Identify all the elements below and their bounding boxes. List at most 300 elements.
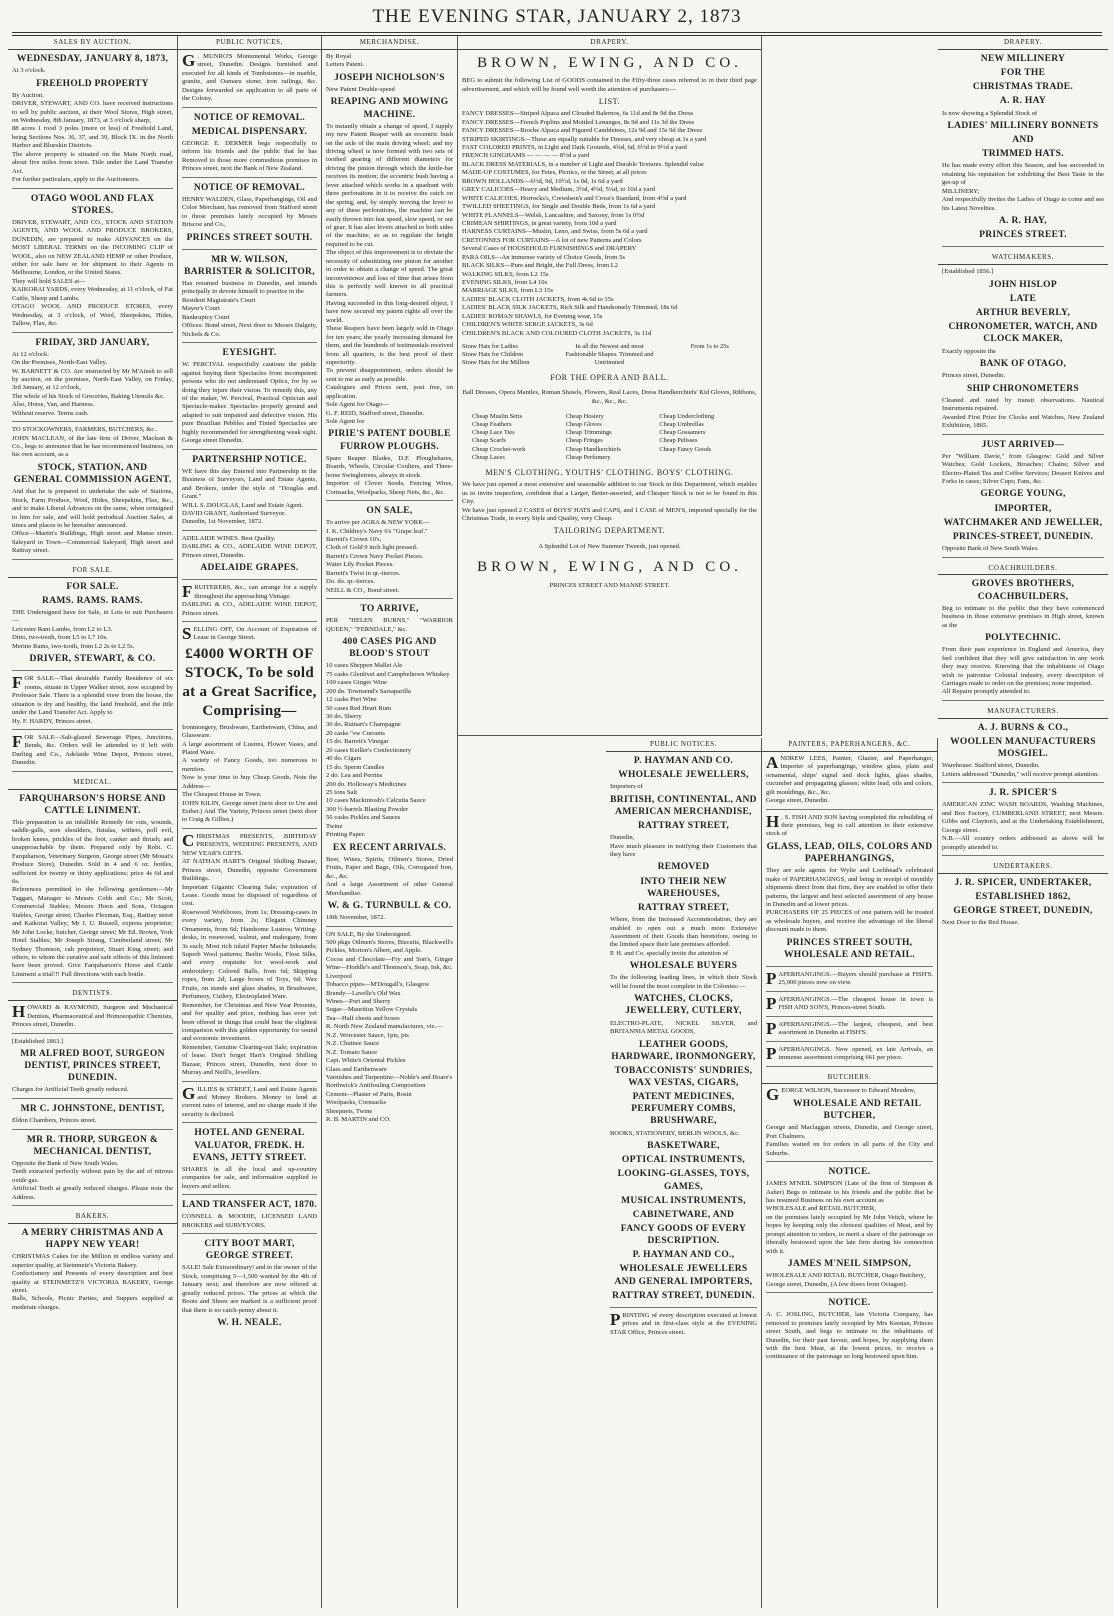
ad-title: JAMES M'NEIL SIMPSON,	[787, 1259, 912, 1270]
column-6	[762, 738, 938, 1608]
ad-text: [Established 1856.]	[942, 268, 994, 276]
advertisement	[942, 439, 1104, 558]
ad-text-rest: . MUNRO'S Monumental Works, George street, Dunedin. Designs furnished and executed for all kinds of Tombstones—in marble, granite, and Oamaru stone; iron railings, &c. Designs forwarded on application to all parts of the Colony.	[182, 52, 317, 103]
ad-text: Important Gigantic Clearing Sale; expiration of Lease. Goods must be disposed of regardless of cost.	[182, 883, 317, 908]
ad-text: Catalogues and Prices sent, post free, on application.	[326, 384, 453, 400]
ad-text: These Reapers have been largely sold in Otago for ten years; the yearly increasing demand for them, and the hundreds of testimonials received from all quarters, is the best proof of their superiority.	[326, 325, 453, 366]
ad-text: DAVID GRANT, Authorised Surveyor.	[182, 509, 286, 517]
column-3	[322, 36, 458, 1608]
drop-cap: P	[766, 1043, 777, 1063]
ad-text: Importer of Clover Seeds, Fencing Wires, Cornsacks, Woolpacks, Sheep Nets, &c., &c.	[326, 480, 453, 496]
ad-text: From their past experience in England and America, they feel confident that they will give satisfaction in any work they may receive. Knowing that the inhabitants of Otago wish to patronise Colonial industry, every description of Carriages made to order on the premises; none imported.	[942, 646, 1104, 687]
ad-text: And a large Assortment of other General Merchandise.	[326, 881, 453, 897]
advertisement	[182, 50, 317, 108]
ad-text: Wines—Port and Sherry	[326, 998, 391, 1006]
ad-title: FRIDAY, 3RD JANUARY,	[35, 337, 150, 348]
ad-title: RATTRAY STREET,	[637, 902, 730, 913]
ad-text: JAMES M'NEIL SIMPSON (Late of the firm of Simpson & Asher) Begs to intimate to his friends and the public that he has resumed Business on his own account as	[766, 1180, 933, 1204]
advertisement	[942, 722, 1104, 783]
ad-text: Awarded First Prize for Clocks and Watches, New Zealand Exhibition, 1865.	[942, 413, 1104, 430]
ad-text: JOHN KILIN, George street (next door to Ure and Esther.) And The Variety, Princes street (next door to Craig & Gillies.)	[182, 799, 317, 824]
list-item: HARNESS CURTAINS—Muslin, Leno, and Swiss, from 5s 6d a yard	[462, 228, 648, 236]
ad-text: Tobacco pipes—M'Dougall's, Glasgow	[326, 981, 430, 989]
drop-cap: F	[12, 731, 23, 751]
drop-cap: P	[766, 969, 777, 989]
ad-text-rest: ELLING OFF, On Account of Expiration of Lease in George Street.	[193, 626, 317, 642]
ad-text-rest: RUITERERS, &c., can arrange for a supply throughout the approaching Vintage.	[194, 584, 317, 600]
ad-title: NOTICE OF REMOVAL.	[193, 112, 306, 123]
cheap-item: Cheap Perfumery	[565, 453, 611, 461]
drapery-intro: BEG to submit the following List of GOODS contained in the Fifty-three cases referred to in their third page advertisement, and which will be found well worth the attention of purchasers:—	[462, 77, 757, 93]
cheap-item: Cheap Scarfs	[472, 437, 506, 445]
clothing-text: We have just opened a most extensive and seasonable addition to our Stock in this Department, which enables us to invite inspection, confident that a Larger, Better-assorted, and Cheaper Stock is not to be found in this City.	[462, 481, 757, 506]
ad-text: Glass and Earthenware	[326, 1065, 387, 1073]
ad-text: To arrive per AGRA & NEW YORK—	[326, 519, 430, 527]
ad-title: RAMS. RAMS. RAMS.	[42, 595, 143, 606]
ad-text: Brandy—Lavelle's Old Wax	[326, 989, 401, 997]
section-heading: BAKERS.	[8, 1210, 177, 1224]
ad-text: Teeth extracted perfectly without pain by the aid of nitrous oxide gas.	[12, 1168, 173, 1184]
ad-text: Balls, Schools, Picnic Parties, and Suppers supplied at moderate charges.	[12, 1295, 173, 1311]
ad-text: George street, Dunedin.	[766, 797, 829, 805]
ad-title: A MERRY CHRISTMAS AND A HAPPY NEW YEAR!	[21, 1227, 164, 1251]
ad-text: Tea—Half chests and boxes	[326, 1014, 400, 1022]
ad-text: By Royal	[326, 52, 352, 60]
cheap-item: Cheap Feathers	[472, 421, 512, 429]
ad-title: CHRONOMETER, WATCH, AND CLOCK MAKER,	[948, 322, 1098, 345]
ad-text: Having succeeded in this long-desired object, I have now secured my patent rights all over the world.	[326, 299, 453, 324]
advertisement	[12, 337, 173, 423]
drop-cap: P	[766, 1018, 777, 1038]
list-item: PARA OILS—An immense variety of Choice Goods, from 5s	[462, 253, 625, 261]
advertisement	[766, 752, 933, 810]
ad-text: WILL S. DOUGLAS, Land and Estate Agent.	[182, 501, 304, 509]
drop-cap: F	[182, 582, 193, 602]
ad-title: REMOVED	[657, 862, 710, 873]
ad-title: FARQUHARSON'S HORSE AND CATTLE LINIMENT.	[19, 793, 166, 816]
ad-text: 75 casks Glenlivet and Campbeltown Whiskey	[326, 670, 450, 678]
ad-text: Sole Agent for	[326, 418, 365, 426]
ad-text: Varnishes and Turpentine—Noble's and Hoare's	[326, 1073, 453, 1081]
advertisement	[182, 1083, 317, 1124]
ad-text: Borthwick's Antifouling Composition	[326, 1082, 426, 1090]
ad-title: W. H. NEALE.	[217, 1318, 282, 1329]
ad-title: FOR THE	[1000, 68, 1046, 79]
ad-text: THE Undersigned have for Sale, in Lots to suit Purchasers—	[12, 609, 173, 625]
ad-text: W. PERCIVAL respectfully cautions the public against buying their Spectacles from incompetent persons who do not understand Optics, for by so doing they injure their vision. To remedy this, any of the maker, W. Percival, Practical Optician and Spectacle-maker. Spectacles properly ground and adapted to suit impaired and defective vision. His pure Brazilian Pebbles and Tinted Spectacles are highly recommended for strengthening weak sight. George street Dunedin.	[182, 361, 317, 445]
ad-text: 500 pkgs Oilmen's Stores, Biscuits, Blackwell's Pickles, Morton's Albert, and Apple.	[326, 938, 453, 955]
ad-text-rest: HRISTMAS PRESENTS, BIRTHDAY PRESENTS, WEDDING PRESENTS, AND NEW YEAR'S GIFTS.	[182, 832, 317, 857]
ad-text	[12, 675, 173, 717]
list-item: CHILDREN'S WHITE SERGE JACKETS, 3s 6d	[462, 321, 593, 329]
list-item: FRENCH GINGHAMS — — — — 8½d a yard	[462, 152, 590, 160]
ad-title: MEDICAL DISPENSARY.	[191, 126, 308, 137]
advertisement	[610, 755, 757, 1308]
ad-text: 12 casks Port Wine	[326, 696, 377, 704]
ad-text: N.Z. Chutnee Sauce	[326, 1040, 380, 1048]
cheap-item: Cheap Umbrellas	[659, 421, 704, 429]
ad-title: LAND TRANSFER ACT, 1870.	[182, 1200, 317, 1211]
ad-text: PER "HELEN BURNS," "WARRIOR QUEEN," "FERNDALE," &c.	[326, 617, 453, 633]
ad-text-rest: . S. FISH AND SON having completed the rebuilding of their premises, beg to call attention to their extensive stock of	[766, 813, 933, 838]
ad-title: GEORGE YOUNG,	[980, 489, 1066, 500]
ad-text: Remember, for Christmas and New Year Presents, and for quality and price, nothing has ever yet been offered in things that could bear the slightest comparison with this golden opportunity for sound and economic investment.	[182, 1001, 317, 1043]
advertisement	[182, 112, 317, 178]
ad-text: Printing Paper.	[326, 831, 366, 839]
cheap-item: Cheap Trimmings	[565, 429, 612, 437]
ad-title: WATCHES, CLOCKS, JEWELLERY, CUTLERY,	[625, 994, 742, 1017]
cheap-goods	[472, 413, 747, 462]
ad-title: FOR SALE.	[66, 581, 119, 592]
ad-text-rest: EORGE WILSON, Successor to Edward Meudow,	[781, 1087, 916, 1095]
ad-title: MR W. WILSON, BARRISTER & SOLICITOR,	[184, 254, 315, 277]
ad-text: 200 do. Townsend's Sarsaparilla	[326, 687, 411, 695]
ad-text: Do. do. qr.-tierces.	[326, 578, 376, 586]
ad-title: A. J. BURNS & CO.,	[977, 722, 1069, 733]
ad-text: Twine	[326, 822, 343, 830]
section-heading: PAINTERS, PAPERHANGERS, &C.	[762, 738, 937, 752]
straw-hat-item: Straw Hats for Ladies	[462, 343, 518, 351]
list-item: CRETONNES FOR CURTAINS—A lot of new Patterns and Colors	[462, 236, 642, 244]
ad-text: References permitted to the following gentlemen:—Mr Taggart, Manager to Messrs Cobb and Co.; Mr Scott, Commercial Stables; Messrs Hoon and Sons, Octagon Stables, George street; Charles Flexman, Esq., Rattray street and Kaikorai Valley; Mr J. U. Russell, express proprietor; Mr John Locke, butcher, George street; Mr Ed. Brown, York Hotel Stables; Mr Joseph Strang, Cumberland street; Mr Sydney Thomson, cab proprietor, Stuart King street; and others, to whom the curative and safe effects of this liniment have been proved. Give Farquharson's Horse and Cattle Liniment a trial!!! Full directions with each bottle.	[12, 886, 173, 978]
cheap-item: Cheap Crochet-work	[472, 445, 526, 453]
ad-title: STOCK, STATION, AND GENERAL COMMISSION AGENT.	[13, 462, 172, 486]
ad-text: on the premises lately occupied by Mr John Veitch, where he hopes by keeping only the choicest qualities of Meat, and by prompt attention to orders, to merit a share of the patronage so liberally bestowed upon the late firm during his connection with it.	[766, 1213, 933, 1255]
ad-title: NEW MILLINERY	[980, 53, 1066, 64]
ad-text: G. F. REID, Stafford street, Dunedin.	[326, 409, 425, 417]
ad-text: Sugar—Mauritius Yellow Crystals	[326, 1006, 418, 1014]
list-item: LADIES' BLACK SILK JACKETS, Rich Silk and Handsomely Trimmed, 18s 6d	[462, 304, 678, 312]
ad-title: MUSICAL INSTRUMENTS,	[621, 1195, 746, 1206]
ad-text-rest: ILLIES & STREET, Land and Estate Agents and Money Brokers. Money to lend at current rates of interest, and no charge made if the security is declined.	[182, 1085, 317, 1118]
ad-text: 200 do. Holloway's Medicines	[326, 780, 407, 788]
ad-title: DRIVER, STEWART, & CO.	[29, 654, 156, 665]
advertisement	[182, 626, 317, 829]
ad-text: AMERICAN ZINC WASH BOARDS, Washing Machines, and Box Factory, CUMBERLAND STREET, next Messrs. Gibbs and Clayton's, and at the Undertaking Establishment, George street.	[942, 801, 1104, 834]
ad-title: GROVES BROTHERS, COACHBUILDERS,	[971, 579, 1075, 602]
advertisement	[766, 1087, 933, 1162]
ad-text: And that he is prepared to undertake the sale of Stations, Stock, Farm Produce, Wool, Hides, Sheepskins, Flax, &c., and to make Liberal Advances on the same, when consigned to him for sale, and will hold periodical Auction Sales, at times and places to be hereafter announced.	[12, 488, 173, 529]
ad-text: They will hold SALES at—	[12, 277, 86, 285]
section-heading: PUBLIC NOTICES.	[606, 738, 761, 752]
ad-text: To the following leading lines, in which their Stock will be found the most complete in the Colonies:—	[610, 974, 757, 990]
ad-title: JUST ARRIVED—	[981, 439, 1065, 450]
ad-text: Ditto, two-tooth, from L5 to L7 10s.	[12, 634, 108, 642]
ad-title: BASKETWARE,	[647, 1141, 720, 1152]
ad-text: Barrett's Crown 10's.	[326, 536, 382, 544]
ad-text: Also, Horse, Van, and Harness.	[12, 401, 95, 409]
advertisement	[182, 254, 317, 343]
ad-title: PATENT MEDICINES, PERFUMERY COMBS, BRUSHWARE,	[631, 1092, 736, 1127]
ad-title: LADIES' MILLINERY BONNETS	[947, 121, 1099, 132]
ad-title: WHOLESALE JEWELLERS,	[618, 770, 749, 781]
list-item: STRIPED SKIRTINGS—These are equally suitable for Dresses, and very cheap at 1s a yard	[462, 135, 707, 143]
ad-text: R. B. MARTIN and CO.	[326, 1116, 391, 1124]
ad-text: 15 do. Barrett's Vinegar	[326, 738, 389, 746]
ad-text: 50 casks Pickles and Sauces	[326, 814, 401, 822]
ad-text: Charges for Artificial Teeth greatly reduced.	[12, 1086, 129, 1094]
drop-cap: A	[766, 752, 779, 772]
ad-title: NOTICE.	[828, 1166, 871, 1177]
ad-text: ADELAIDE WINES. Best Quality.	[182, 534, 276, 542]
ad-title: IMPORTER,	[994, 503, 1052, 514]
ad-text: KAIKORAI YARDS, every Wednesday, at 11 o'clock, of Fat Cattle, Sheep and Lambs.	[12, 286, 173, 302]
ad-title: LOOKING-GLASSES, TOYS, GAMES,	[617, 1169, 750, 1192]
drop-cap: G	[766, 1085, 780, 1105]
ad-text: The object of this improvement is to obviate the necessity of substituting one pinion for another in order to obtain a change of speed. The great inconvenience and loss of time that arises from this is perfectly well known to all practical farmers.	[326, 249, 453, 299]
list-item: FANCY DRESSES—Striped Alpaca and Clouded Balernos, 6s 11d and 8s 9d the Dress	[462, 110, 694, 118]
ad-text: Artificial Teeth at greatly reduced charges. Please note the Address.	[12, 1185, 173, 1201]
masthead: THE EVENING STAR, JANUARY 2, 1873	[372, 6, 742, 27]
column-2	[178, 36, 322, 1608]
advertisement	[12, 1103, 173, 1130]
ad-text: 30 do. Ruinart's Champagne	[326, 721, 401, 729]
cheap-item: Cheap Gossamers	[659, 429, 706, 437]
ad-title: JOSEPH NICHOLSON'S	[334, 72, 445, 83]
ad-text: P. H. and Co. specially invite the attention of	[610, 949, 729, 957]
ad-title: CHRISTMAS TRADE.	[972, 82, 1074, 93]
tailoring-heading: TAILORING DEPARTMENT.	[553, 526, 666, 536]
advertisement	[326, 505, 453, 599]
advertisement	[326, 603, 453, 926]
straw-hats-labels	[462, 343, 556, 368]
ad-title: BANK OF OTAGO,	[979, 359, 1067, 370]
section-heading: WATCHMAKERS.	[938, 251, 1108, 265]
ad-text: MILLINERY;	[942, 187, 980, 195]
cheap-item: Cheap Underclothing	[659, 412, 715, 420]
ad-text	[766, 993, 933, 1013]
ad-text: They are sole agents for Wylie and Lochhead's celebrated make of PAPERHANGINGS, and being in receipt of monthly shipments direct from that firm, they are enabled to offer their patterns, the largest and best selected assortment of any house in Dunedin and at lower prices.	[766, 867, 933, 908]
ad-text: Remember, Genuine Clearing-out Sale; expiration of lease. Don't forget Hart's Original Shilling Bazaar, Princes street, Dunedin, next door to Murray and Neill's, Jewellers.	[182, 1043, 317, 1077]
ad-title: CABINETWARE, AND	[632, 1209, 735, 1220]
ad-text: At 3 o'clock.	[12, 67, 46, 75]
cheap-list	[472, 413, 560, 462]
advertisement	[12, 1038, 173, 1099]
ad-text: CHRISTMAS Cakes for the Million in endless variety and superior quality, at Steinmetz's Victoria Bakery.	[12, 1253, 173, 1269]
advertisement	[942, 53, 1104, 247]
ad-text: N.Z. Worcester Sauce, 1pts, pts	[326, 1031, 409, 1039]
column-7	[938, 36, 1108, 1608]
cheap-item: Cheap Laces	[472, 453, 505, 461]
advertisement	[766, 1018, 933, 1042]
ad-text: [Established 1863.]	[12, 1037, 64, 1045]
section-heading: BUTCHERS.	[762, 1071, 937, 1085]
ad-text: Beer, Wines, Spirits, Oilmen's Stores, Dried Fruits, Paper and Bags, Oils, Corrugated Iron, &c., &c.	[326, 855, 453, 880]
ad-text: Warehouse: Stafford street, Dunedin.	[942, 762, 1040, 770]
advertisement	[12, 193, 173, 333]
advertisement	[766, 971, 933, 992]
ad-title: A. R. HAY,	[999, 216, 1047, 227]
ad-text: 88 acres 1 rood 3 poles (more or less) of Freehold Land, being Sections Nos. 36, 37, and 39, Block IX. in the North Harbor and Blueskin Districts.	[12, 125, 173, 150]
ad-title: HOTEL AND GENERAL VALUATOR, FREDK. H. EVANS, JETTY STREET.	[192, 1128, 307, 1163]
ad-text: Without reserve. Terms cash.	[12, 409, 89, 417]
ad-title: P. HAYMAN AND CO.	[633, 755, 734, 766]
ad-text: 50 cases Red Heart Rum	[326, 704, 392, 712]
boys-hats-text: We have just opened 2 CASES of BOYS' HATS and CAPS, and 1 CASE of MEN'S, imported specially for the Christmas Trade, in every Style and Quality, very Cheap.	[462, 506, 757, 523]
list-item: LADIES' BLACK CLOTH JACKETS, from 4s 6d to 35s	[462, 295, 614, 303]
ad-title: PRINCES STREET SOUTH.	[186, 232, 313, 243]
list-item: BLACK SILKS—Pure and Bright, the Full Dress, from L2	[462, 262, 619, 270]
ad-text: Opposite the Bank of New South Wales.	[12, 1159, 119, 1167]
ad-title: RATTRAY STREET,	[637, 821, 730, 832]
ad-title: MR ALFRED BOOT, SURGEON DENTIST, PRINCES STREET, DUNEDIN.	[20, 1049, 165, 1084]
ad-title: OPTICAL INSTRUMENTS,	[621, 1155, 746, 1166]
drop-cap: P	[610, 1309, 621, 1329]
list-item: BROWN HOLLANDS—6½d, 9d, 10½d, 1s 0d, 1s 6d a yard	[462, 177, 623, 185]
advertisement	[182, 584, 317, 622]
ad-text-rest: RINTING of every description executed at lowest prices and in first-class style at the EVENING STAR Office, Princes street.	[610, 1311, 757, 1336]
ad-text: Sheepnets, Twine	[326, 1107, 373, 1115]
ad-title: EX RECENT ARRIVALS.	[332, 842, 447, 853]
ad-text: SHARES in all the local and up-country companies for sale, and information supplied to buyers and sellers.	[182, 1165, 317, 1190]
advertisement	[182, 1127, 317, 1195]
ad-text: A large assortment of Lustres, Flower Vases, and Plated Ware.	[182, 740, 317, 756]
ad-text	[182, 50, 317, 104]
advertisement	[12, 581, 173, 672]
ad-title: TOBACCONISTS' SUNDRIES, WAX VESTAS, CIGARS,	[614, 1065, 753, 1088]
advertisement	[766, 1166, 933, 1293]
advertisement	[766, 993, 933, 1017]
drop-cap: G	[182, 1083, 196, 1103]
ad-text: CONNELL & MOODIE, LICENSED LAND BROKERS and SURVEYORS.	[182, 1213, 317, 1229]
ad-text: Bankruptcy Court	[182, 313, 230, 321]
ad-text	[766, 1018, 933, 1038]
ad-text	[766, 1085, 933, 1105]
ad-title: 400 CASES PIG AND BLOOD'S STOUT	[342, 637, 437, 660]
ad-text	[12, 1004, 173, 1029]
ad-text: Rosewood Workboxes, from 1s; Dressing-cases in every variety, from 2s; Elegant Chimney Ornaments, from 6d; Handsome Lustres; Writing-desks, in rosewood, walnut, and mahogany, from 3s each; Most rich inlaid Papier Mache Inkstands; Superb Wool patterns; Berlin Wools, Floss Silks, and every requisite for wool-work and embroidery; Colored Balls, from 6d; Skipping ropes, from 2d; Large boxes of Toys, 6d; Wax Fruits, on stands and glass shades, in Brushware, Perfumery, Cutlery, Electroplated Ware.	[182, 908, 317, 1001]
ad-text: R. North New Zealand manufactures, viz.—	[326, 1023, 443, 1031]
advertisement	[12, 1134, 173, 1207]
drop-cap: C	[182, 830, 195, 850]
ad-text: A. C. JOSLING, BUTCHER, late Victoria Company, has removed to premises lately occupied by Mrs Keenan, Princes street South, and begs to intimate to the inhabitants of Dunedin, for their past favour, and hopes, by supplying them with the best Meat, at the lowest prices, to receive a continuance of the patronage so long bestowed upon him.	[766, 1311, 933, 1361]
ad-text: N.B.—All country orders addressed as above will be promptly attended to.	[942, 835, 1104, 851]
advertisement	[942, 787, 1104, 856]
list-item: WALKING SILKS, from L2 15s	[462, 270, 549, 278]
ad-title: LEATHER GOODS, HARDWARE, IRONMONGERY,	[611, 1039, 756, 1062]
ad-text: Barrett's Twist in qr.-tierces.	[326, 569, 401, 577]
ad-text: 15 do. Sperm Candles	[326, 763, 385, 771]
ad-text: The whole of his Stock of Groceries, Baking Utensils &c.	[12, 392, 165, 400]
straw-hats-price: From 1s to 25s	[690, 343, 729, 351]
list-item: MADE-UP COSTUMES, for Fetes, Picnics, or the Street, at all prices	[462, 169, 647, 177]
ad-text: Ironmongery, Brushware, Earthenware, China, and Glassware.	[182, 723, 317, 740]
ad-text: 30 do. Sherry	[326, 713, 362, 721]
tailoring-text: A Splendid Lot of New Summer Tweeds, just opened.	[538, 543, 681, 551]
cheap-item: Cheap Muslin Setts	[472, 412, 523, 420]
ad-text: Now is your time to buy Cheap Goods. Note the Address—	[182, 774, 317, 790]
advertisement	[12, 675, 173, 730]
ad-text: Importers of	[610, 783, 643, 791]
advertisement	[942, 268, 1104, 434]
list-item: EVENING SILKS, from L4 10s	[462, 279, 548, 286]
ad-text: JOHN MACLEAN, of the late firm of Driver, Maclean & Co., begs to announce that he has recommenced business, on his own account, as a	[12, 434, 173, 459]
ad-text: Mayor's Court	[182, 305, 221, 313]
ad-text: Barrett's Crown Navy Pocket Pieces.	[326, 552, 424, 560]
column-1	[8, 36, 178, 1608]
ad-title: BRITISH, CONTINENTAL, AND AMERICAN MERCHANDISE,	[610, 794, 757, 817]
ad-text: AT NATHAN HART'S Original Shilling Bazaar, Princes street, Dunedin, opposite Government Buildings.	[182, 858, 317, 883]
list-item: FAST COLORED PRINTS, in Light and Dark Grounds, 4¾d, 6d, 6½d to 9½d a yard	[462, 144, 687, 151]
ad-text: 18th November, 1872.	[326, 914, 386, 922]
ad-text: He has made every effort this Season, and has succeeded in retaining his reputation for exhibiting the Best Taste in the get-up of	[942, 162, 1104, 187]
advertisement	[326, 53, 453, 501]
ad-text	[182, 584, 317, 601]
ad-text: 40 do. Cigars	[326, 755, 362, 763]
ad-text: WHOLESALE and RETAIL BUTCHER,	[766, 1205, 876, 1213]
ad-text: Is now showing a Splendid Stock of	[942, 109, 1038, 117]
ad-text: Dunedin, 1st November, 1872.	[182, 518, 264, 526]
list-item: MARRIAGE SILKS, from L3 15s	[462, 287, 554, 295]
ad-text: DARLING & CO., ADELAIDE WINE DEPOT, Princes street, Dunedin.	[182, 543, 317, 559]
straw-hat-item: Straw Hats for the Million	[462, 359, 530, 367]
ad-text: OTAGO WOOL AND PRODUCE STORES, every Wednesday, at 3 o'clock, of Wool, Sheepskins, Hides, Tallow, Flax, &c.	[12, 303, 173, 328]
cheap-item: Cheap Pelisses	[659, 437, 698, 445]
straw-hats-desc: In all the Newest and most Fashionable Shapes. Trimmed and Untrimmed	[565, 343, 654, 367]
section-heading: DRAPERY.	[458, 36, 761, 50]
ad-text: Hy. F. HARDY, Princes street.	[12, 717, 93, 725]
ad-text: 100 cases Ginger Wine	[326, 679, 387, 687]
ad-text-rest: APERHANGINGS. Now opened, ex late Arrivals, an immense assortment comprising 661 per piece.	[778, 1045, 933, 1062]
ad-text: 10 cases Sheppen Mallet Ale	[326, 662, 403, 670]
advertisement	[766, 1297, 933, 1365]
ad-text: Have much pleasure in notifying their Customers that they have	[610, 842, 757, 859]
ad-title: TRIMMED HATS.	[982, 149, 1064, 160]
ad-text: SALE! Sale Extraordinary! and to the owner of the Stock, comprising 5—1,500 wanted by the 4th of January next; and therefore are now offered at greatly reduced prices. The prices at which the Boots and Shoes are marked is a sufficient proof that there is no catch-penny about it.	[182, 1264, 317, 1314]
ad-text: At 12 o'clock.	[12, 350, 49, 358]
ad-title: CITY BOOT MART, GEORGE STREET.	[204, 1239, 295, 1262]
ad-title: POLYTECHNIC.	[985, 633, 1061, 644]
ad-text	[182, 626, 317, 643]
firm-name: BROWN, EWING, AND CO.	[477, 54, 742, 71]
ad-text: NEILL & CO., Bond street.	[326, 586, 400, 594]
ad-title: EYESIGHT.	[222, 348, 277, 359]
ad-title: OTAGO WOOL AND FLAX STORES.	[30, 193, 155, 216]
ad-text: Letters Patent.	[326, 61, 365, 69]
ad-text: Liverpool	[326, 972, 353, 980]
ad-text: For further particulars, apply to the Auctioneers.	[12, 176, 140, 184]
list-item: CRIMEAN SHIRTINGS, in great variety, from 10d a yard	[462, 219, 617, 227]
ad-title: INTO THEIR NEW WAREHOUSES,	[640, 876, 727, 899]
ad-text	[12, 731, 173, 768]
ad-title: PRINCES-STREET, DUNEDIN.	[952, 531, 1094, 542]
section-heading: UNDERTAKERS.	[938, 860, 1108, 874]
ad-text: Cocoa and Chocolate—Fry and Son's, Ginger Wine—Hoddle's and Thomson's, Soap, Ink, &c.	[326, 955, 453, 972]
ad-text: Has resumed business in Dunedin, and intends principally to devote himself to practice in the	[182, 280, 317, 296]
ad-title: ON SALE,	[366, 505, 413, 516]
advertisement	[12, 426, 173, 560]
ad-text: Cloth of Gold 9 inch light pressed.	[326, 544, 418, 552]
ad-text	[610, 1309, 757, 1337]
advertisement	[942, 578, 1104, 700]
advertisement	[182, 1199, 317, 1234]
section-heading: FOR SALE.	[8, 564, 177, 578]
ad-text	[182, 1083, 317, 1120]
section-heading: MERCHANDISE.	[322, 36, 457, 50]
ad-text: Where, from the Increased Accommodation, they are enabled to open out a much more Extensive Assortment of their Goods than heretofore, owing to the limited space their late premises afforded.	[610, 916, 757, 949]
advertisement	[326, 931, 453, 1128]
list-item: CHILDREN'S BLACK AND COLOURED CLOTH JACKETS, 3s 11d	[462, 329, 652, 337]
drop-cap: S	[182, 624, 192, 644]
ad-text: And respectfully invites the Ladies of Otago to come and see his Latest Novelties.	[942, 196, 1104, 212]
ad-text-rest: APERHANGINGS.—The largest, cheapest, and best assortment in Dunedin at FISH'S.	[778, 1020, 933, 1037]
ad-text: BOOKS, STATIONERY, BERLIN WOOLS, &c.	[610, 1129, 740, 1137]
ad-title: WHOLESALE AND RETAIL BUTCHER,	[792, 1098, 922, 1122]
ad-title: WOOLLEN MANUFACTURERS MOSGIEL.	[950, 736, 1096, 760]
advertisement	[766, 1043, 933, 1067]
advertisement	[12, 731, 173, 772]
firm-address: PRINCES STREET AND MANSE STREET.	[549, 581, 670, 589]
